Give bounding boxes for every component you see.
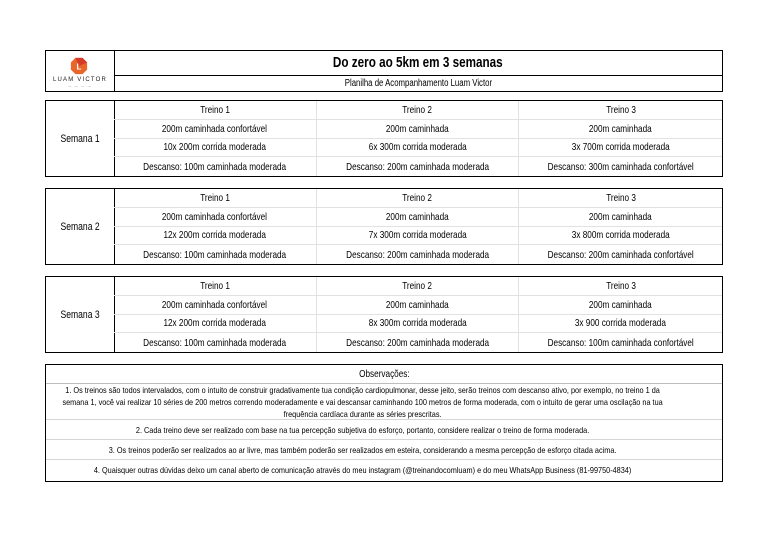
workout-text: 10x 200m corrida moderada: [163, 141, 267, 154]
workout-text: 200m caminhada: [386, 298, 449, 311]
logo-icon: [70, 57, 88, 75]
workout-cell: [519, 245, 722, 264]
week-label-text: Semana 3: [60, 308, 100, 321]
workout-cell: [317, 296, 520, 315]
workout-text: 200m caminhada confortável: [162, 298, 268, 311]
treino-header-cell: [114, 277, 317, 296]
treino-header-text: Treino 3: [605, 279, 636, 292]
workout-cell: [519, 157, 722, 176]
page-subtitle: [114, 75, 722, 92]
header-table: [45, 50, 723, 92]
treino-header-cell: [317, 277, 520, 296]
workout-text: 200m caminhada: [386, 210, 449, 223]
logo-tagline: — — — —: [68, 84, 92, 88]
treino-header-text: Treino 1: [199, 279, 230, 292]
week-grid: [114, 189, 722, 264]
observation-item: [46, 460, 722, 480]
workout-text: 6x 300m corrida moderada: [368, 141, 467, 154]
treino-header-text: Treino 3: [605, 103, 636, 116]
workout-text: 12x 200m corrida moderada: [163, 317, 267, 330]
observation-item: [46, 384, 722, 420]
week-label-text: Semana 1: [60, 132, 100, 145]
workout-cell: [519, 227, 722, 246]
workout-cell: [317, 227, 520, 246]
workout-text: 200m caminhada: [589, 298, 653, 311]
workout-cell: [114, 120, 317, 139]
treino-header-text: Treino 1: [199, 103, 230, 116]
workout-cell: [317, 245, 520, 264]
treino-header-cell: [317, 189, 520, 208]
workout-text: Descanso: 100m caminhada moderada: [143, 160, 287, 173]
workout-text: 200m caminhada confortável: [162, 122, 268, 135]
workout-cell: [519, 315, 722, 334]
observation-text: 3. Os treinos poderão ser realizados ao ar livre, mas também poderão ser realizados em esteira, considerando a mesma percepção de esforço citada acima.: [108, 444, 617, 455]
workout-text: 3x 900 corrida moderada: [575, 317, 667, 330]
treino-header-cell: [317, 101, 520, 120]
week-grid: [114, 277, 722, 352]
workout-cell: [114, 245, 317, 264]
observations-title: [46, 365, 722, 384]
svg-text:L: L: [76, 62, 82, 72]
observation-text: 2. Cada treino deve ser realizado com base na tua percepção subjetiva do esforço, portanto, considere realizar o treino de forma moderada.: [135, 424, 590, 435]
week-table-1: [45, 100, 723, 177]
workout-text: Descanso: 200m caminhada moderada: [346, 336, 489, 349]
logo-text: LUAM VICTOR: [52, 77, 108, 83]
workout-text: Descanso: 200m caminhada confortável: [547, 248, 694, 261]
workout-cell: [519, 333, 722, 352]
workout-cell: [317, 120, 520, 139]
observation-item: [46, 420, 722, 440]
workout-cell: [317, 208, 520, 227]
workout-cell: [114, 333, 317, 352]
treino-header-text: Treino 1: [199, 191, 230, 204]
treino-header-text: Treino 2: [402, 103, 433, 116]
page-title: [114, 51, 722, 76]
treino-header-text: Treino 2: [402, 191, 433, 204]
workout-text: Descanso: 200m caminhada moderada: [346, 248, 489, 261]
page-subtitle-text: Planilha de Acompanhamento Luam Victor: [344, 78, 492, 89]
workout-cell: [317, 315, 520, 334]
workout-cell: [114, 227, 317, 246]
workout-text: 200m caminhada: [589, 210, 653, 223]
workout-cell: [114, 315, 317, 334]
workout-cell: [114, 139, 317, 158]
observations-title-text: Observações:: [358, 368, 410, 380]
week-table-3: [45, 276, 723, 353]
observation-text: 1. Os treinos são todos intervalados, com o intuito de construir gradativamente tua condição cardiopulmonar, desse jeito, serão treinos com descanso ativo, por exemplo, no treino 1 da semana 1, você vai realizar 10 séries de 200 metros correndo moderadamente e vai descansar caminhando 100 metros de forma moderada, com o intuito de gerar uma oscilação na tua frequência cardíaca durante as séries prescritas.: [62, 384, 663, 419]
workout-cell: [519, 139, 722, 158]
week-table-2: [45, 188, 723, 265]
workout-text: Descanso: 100m caminhada confortável: [547, 336, 694, 349]
treino-header-cell: [114, 189, 317, 208]
week-label: [46, 277, 115, 352]
observation-text: 4. Quaisquer outras dúvidas deixo um canal aberto de comunicação através do meu instagram (@treinandocomluam) e do meu WhatsApp Business (81-99750-4834): [93, 465, 632, 475]
workout-cell: [114, 296, 317, 315]
treino-header-text: Treino 3: [605, 191, 636, 204]
workout-cell: [114, 208, 317, 227]
workout-text: 3x 700m corrida moderada: [571, 141, 670, 154]
observations-table: [45, 364, 723, 482]
workout-cell: [317, 157, 520, 176]
workout-cell: [519, 120, 722, 139]
workout-text: Descanso: 100m caminhada moderada: [143, 336, 287, 349]
workout-text: 200m caminhada confortável: [162, 210, 268, 223]
workout-text: 8x 300m corrida moderada: [368, 317, 467, 330]
workout-text: 200m caminhada: [589, 122, 653, 135]
treino-header-text: Treino 2: [402, 279, 433, 292]
workout-text: Descanso: 300m caminhada confortável: [547, 160, 694, 173]
workout-text: Descanso: 100m caminhada moderada: [143, 248, 287, 261]
workout-cell: [114, 157, 317, 176]
workout-cell: [317, 139, 520, 158]
workout-text: Descanso: 200m caminhada moderada: [346, 160, 489, 173]
workout-text: 200m caminhada: [386, 122, 449, 135]
workout-cell: [317, 333, 520, 352]
treino-header-cell: [114, 101, 317, 120]
week-grid: [114, 101, 722, 176]
observation-item: [46, 440, 722, 460]
workout-text: 12x 200m corrida moderada: [163, 229, 267, 242]
week-label: [46, 101, 115, 176]
treino-header-cell: [519, 101, 722, 120]
treino-header-cell: [519, 277, 722, 296]
week-label: [46, 189, 115, 264]
workout-text: 7x 300m corrida moderada: [368, 229, 467, 242]
week-label-text: Semana 2: [60, 220, 100, 233]
workout-cell: [519, 296, 722, 315]
logo: [46, 51, 115, 91]
treino-header-cell: [519, 189, 722, 208]
workout-cell: [519, 208, 722, 227]
page-title-text: Do zero ao 5km em 3 semanas: [333, 54, 503, 71]
workout-text: 3x 800m corrida moderada: [571, 229, 670, 242]
